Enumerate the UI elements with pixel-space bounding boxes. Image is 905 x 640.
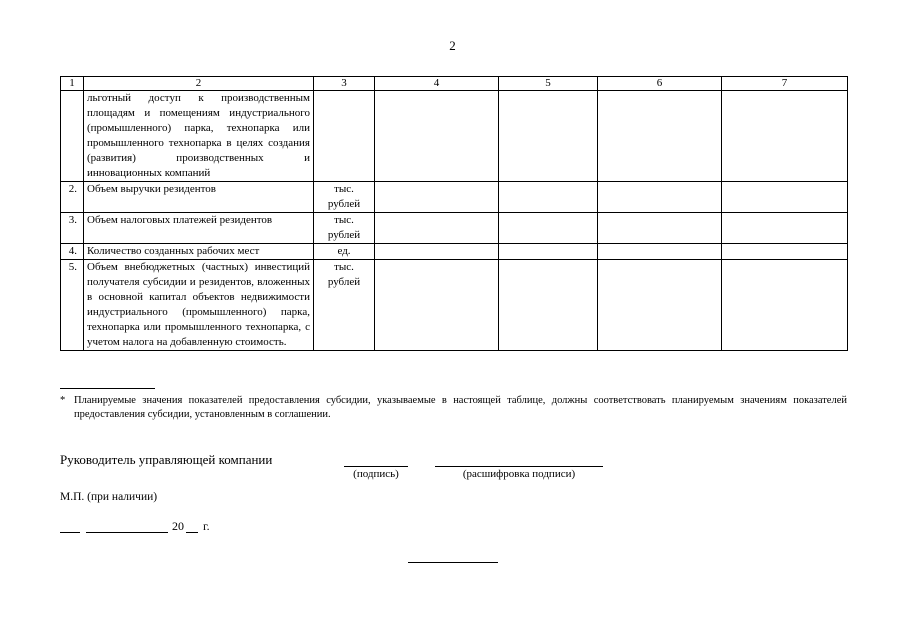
value-cell[interactable]: [722, 91, 848, 182]
value-cell[interactable]: [722, 213, 848, 244]
value-cell[interactable]: [375, 91, 499, 182]
value-cell[interactable]: [722, 244, 848, 260]
unit-cell: тыс. рублей: [314, 182, 375, 213]
column-header: 4: [375, 77, 499, 91]
value-cell[interactable]: [499, 182, 598, 213]
manager-label: Руководитель управляющей компании: [60, 452, 273, 467]
page-number: 2: [449, 38, 456, 53]
footnote-mark: *: [60, 395, 66, 406]
table-row: [61, 244, 848, 260]
value-cell[interactable]: [499, 244, 598, 260]
value-cell[interactable]: [499, 91, 598, 182]
indicator-name-cell: льготный доступ к производственным площадям и помещениям индустриального (промышленного) парка, технопарка или промышленного технопарка в целях создания (развития) производственных и инновационных компаний: [84, 91, 314, 182]
table-row: [61, 91, 848, 182]
indicator-name-cell: Количество созданных рабочих мест: [84, 244, 314, 260]
indicators-table: [60, 76, 848, 351]
value-cell[interactable]: [598, 244, 722, 260]
column-header: 1: [61, 77, 84, 91]
value-cell[interactable]: [722, 182, 848, 213]
signature-caption: (подпись): [353, 468, 399, 480]
row-number-cell: 2.: [61, 182, 84, 213]
year-blank: [186, 532, 198, 533]
month-blank: [86, 532, 168, 533]
year-prefix: 20: [172, 519, 184, 533]
table-header-row: [61, 77, 848, 91]
indicator-name-cell: Объем выручки резидентов: [84, 182, 314, 213]
column-header: 3: [314, 77, 375, 91]
name-decode-line: [435, 466, 603, 467]
signature-line: [344, 466, 408, 467]
stamp-label: М.П. (при наличии): [60, 491, 158, 503]
value-cell[interactable]: [375, 244, 499, 260]
row-number-cell: 4.: [61, 244, 84, 260]
value-cell[interactable]: [499, 213, 598, 244]
table-row: [61, 213, 848, 244]
row-number-cell: 5.: [61, 260, 84, 351]
unit-cell: тыс. рублей: [314, 213, 375, 244]
value-cell[interactable]: [375, 213, 499, 244]
column-header: 5: [499, 77, 598, 91]
row-number-cell: 3.: [61, 213, 84, 244]
indicator-name-cell: Объем налоговых платежей резидентов: [84, 213, 314, 244]
table-row: [61, 260, 848, 351]
table-row: [61, 182, 848, 213]
value-cell[interactable]: [499, 260, 598, 351]
value-cell[interactable]: [722, 260, 848, 351]
day-blank: [60, 532, 80, 533]
value-cell[interactable]: [598, 213, 722, 244]
column-header: 2: [84, 77, 314, 91]
indicator-name-cell: Объем внебюджетных (частных) инвестиций получателя субсидии и резидентов, вложенных в основной капитал объектов недвижимости индустриального (промышленного) парка, технопарка или промышленного технопарка, с учетом налога на добавленную стоимость.: [84, 260, 314, 351]
column-header: 6: [598, 77, 722, 91]
unit-cell: ед.: [314, 244, 375, 260]
column-header: 7: [722, 77, 848, 91]
name-decode-caption: (расшифровка подписи): [462, 468, 576, 480]
value-cell[interactable]: [598, 260, 722, 351]
value-cell[interactable]: [375, 260, 499, 351]
row-number-cell: [61, 91, 84, 182]
unit-cell: [314, 91, 375, 182]
footnote-divider: [60, 388, 155, 389]
date-row: [60, 519, 260, 535]
value-cell[interactable]: [598, 182, 722, 213]
year-suffix: г.: [203, 519, 210, 533]
unit-cell: тыс. рублей: [314, 260, 375, 351]
footnote-text: Планируемые значения показателей предоставления субсидии, указываемые в настоящей таблице, должны соответствовать планируемым значениям показателей предоставления субсидии, установленным в соглашении.: [74, 395, 847, 420]
footnote: [60, 394, 847, 422]
value-cell[interactable]: [598, 91, 722, 182]
value-cell[interactable]: [375, 182, 499, 213]
end-divider: [408, 562, 498, 563]
